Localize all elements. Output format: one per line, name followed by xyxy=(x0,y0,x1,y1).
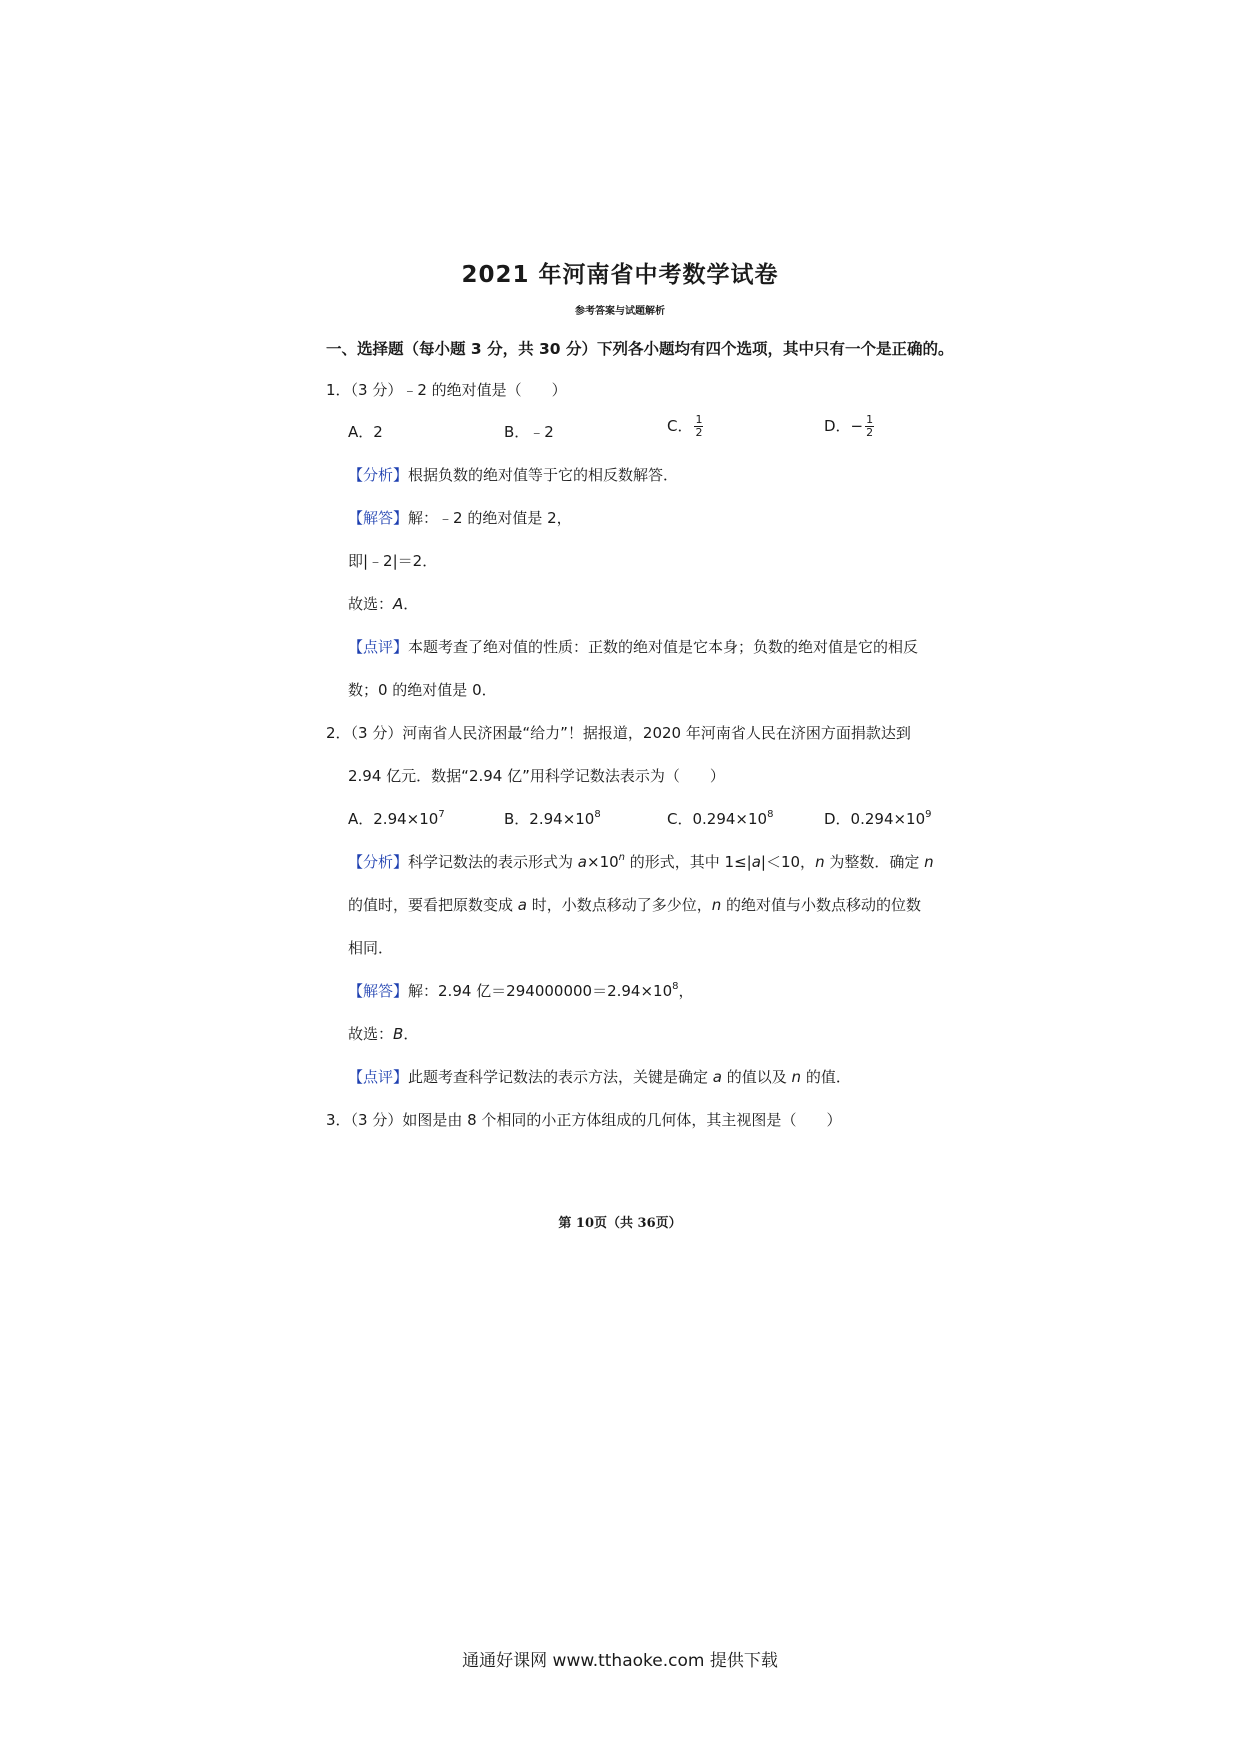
fraction-denominator: 2 xyxy=(695,426,703,439)
question-2-stem: 2．（3 分）河南省人民济困最“给力”！据报道，2020 年河南省人民在济困方面捐款达到 xyxy=(326,724,911,742)
analysis-text: 为整数．确定 xyxy=(824,853,925,871)
question-3-stem: 3．（3 分）如图是由 8 个相同的小正方体组成的几何体，其主视图是（ ） xyxy=(326,1111,842,1129)
q1-comment xyxy=(348,637,918,657)
download-footer: 通通好课网 www.tthaoke.com 提供下载 xyxy=(462,1651,778,1671)
q2-choice xyxy=(348,1024,418,1044)
solution-tag: 【解答】 xyxy=(348,509,409,527)
var-a: a xyxy=(577,853,587,871)
q1-option-c xyxy=(667,414,703,439)
q2-solution xyxy=(348,981,694,1001)
var-n: n xyxy=(924,853,934,871)
comment-text: 本题考查了绝对值的性质：正数的绝对值是它本身；负数的绝对值是它的相反 xyxy=(408,638,919,656)
analysis-text: ×10 xyxy=(587,853,619,871)
option-exponent: 8 xyxy=(594,809,601,820)
analysis-tag: 【分析】 xyxy=(348,853,409,871)
q1-analysis xyxy=(348,465,678,485)
choice-letter: A xyxy=(393,595,404,613)
q1-comment-cont: 数；0 的绝对值是 0． xyxy=(348,681,497,699)
analysis-text: 根据负数的绝对值等于它的相反数解答． xyxy=(408,466,679,484)
q2-option-a xyxy=(348,809,445,829)
q1-option-d-fraction xyxy=(865,414,874,439)
q2-analysis-cont xyxy=(348,895,921,915)
fraction-numerator: 1 xyxy=(866,413,874,426)
analysis-text: 时，小数点移动了多少位， xyxy=(526,896,712,914)
solution-text: 解：2.94 亿＝294000000＝2.94×10 xyxy=(408,982,673,1000)
q1-solution-line: 即|﹣2|＝2． xyxy=(348,552,438,570)
var-a: a xyxy=(517,896,527,914)
var-n-exponent: n xyxy=(618,852,625,863)
q1-option-c-label: C． xyxy=(667,417,693,435)
fraction-numerator: 1 xyxy=(695,413,703,426)
solution-exponent: 8 xyxy=(672,981,679,992)
analysis-text: 的值时，要看把原数变成 xyxy=(348,896,518,914)
option-text: A．2.94×10 xyxy=(348,810,439,828)
q1-option-d-label: D．− xyxy=(824,417,864,435)
analysis-text: |＜10， xyxy=(760,853,816,871)
option-text: C．0.294×10 xyxy=(667,810,768,828)
var-n: n xyxy=(791,1068,802,1086)
fraction-denominator: 2 xyxy=(866,426,874,439)
option-exponent: 7 xyxy=(438,809,445,820)
q2-comment xyxy=(348,1067,851,1087)
analysis-text: 的绝对值与小数点移动的位数 xyxy=(721,896,922,914)
q2-option-d xyxy=(824,809,932,829)
comment-tag: 【点评】 xyxy=(348,638,409,656)
solution-end: ， xyxy=(678,982,694,1000)
question-1-stem: 1．（3 分）﹣2 的绝对值是（ ） xyxy=(326,381,567,399)
option-exponent: 9 xyxy=(925,809,932,820)
q1-option-d xyxy=(824,414,874,439)
choice-end: ． xyxy=(403,1025,419,1043)
solution-text: 解：﹣2 的绝对值是 2， xyxy=(408,509,572,527)
q1-option-b: B．﹣2 xyxy=(504,423,554,441)
comment-text: 的值． xyxy=(801,1068,851,1086)
solution-tag: 【解答】 xyxy=(348,982,409,1000)
choice-label: 故选： xyxy=(348,1025,394,1043)
choice-letter: B xyxy=(393,1025,404,1043)
var-n: n xyxy=(711,896,722,914)
var-a: a xyxy=(751,853,761,871)
analysis-tag: 【分析】 xyxy=(348,466,409,484)
analysis-text: 科学记数法的表示形式为 xyxy=(408,853,578,871)
q2-option-b xyxy=(504,809,601,829)
q1-option-a: A．2 xyxy=(348,423,383,441)
comment-tag: 【点评】 xyxy=(348,1068,409,1086)
var-a: a xyxy=(712,1068,722,1086)
page-number: 第 10页（共 36页） xyxy=(558,1216,682,1231)
choice-end: ． xyxy=(403,595,419,613)
choice-label: 故选： xyxy=(348,595,394,613)
q2-analysis-end: 相同． xyxy=(348,939,394,957)
q1-choice xyxy=(348,594,418,614)
section-heading: 一、选择题（每小题 3 分，共 30 分）下列各小题均有四个选项，其中只有一个是正确的。 xyxy=(326,340,954,358)
page-title: 2021 年河南省中考数学试卷 xyxy=(461,262,779,288)
option-text: D．0.294×10 xyxy=(824,810,926,828)
comment-text: 的值以及 xyxy=(722,1068,792,1086)
comment-text: 此题考查科学记数法的表示方法，关键是确定 xyxy=(408,1068,713,1086)
var-n: n xyxy=(815,853,825,871)
q2-analysis xyxy=(348,852,934,872)
page-subtitle: 参考答案与试题解析 xyxy=(575,306,665,317)
option-exponent: 8 xyxy=(767,809,774,820)
question-2-stem-cont: 2.94 亿元．数据“2.94 亿”用科学记数法表示为（ ） xyxy=(348,767,725,785)
analysis-text: 的形式，其中 1≤| xyxy=(625,853,752,871)
q2-option-c xyxy=(667,809,773,829)
q1-option-c-fraction xyxy=(694,414,703,439)
option-text: B．2.94×10 xyxy=(504,810,595,828)
q1-solution xyxy=(348,508,572,528)
